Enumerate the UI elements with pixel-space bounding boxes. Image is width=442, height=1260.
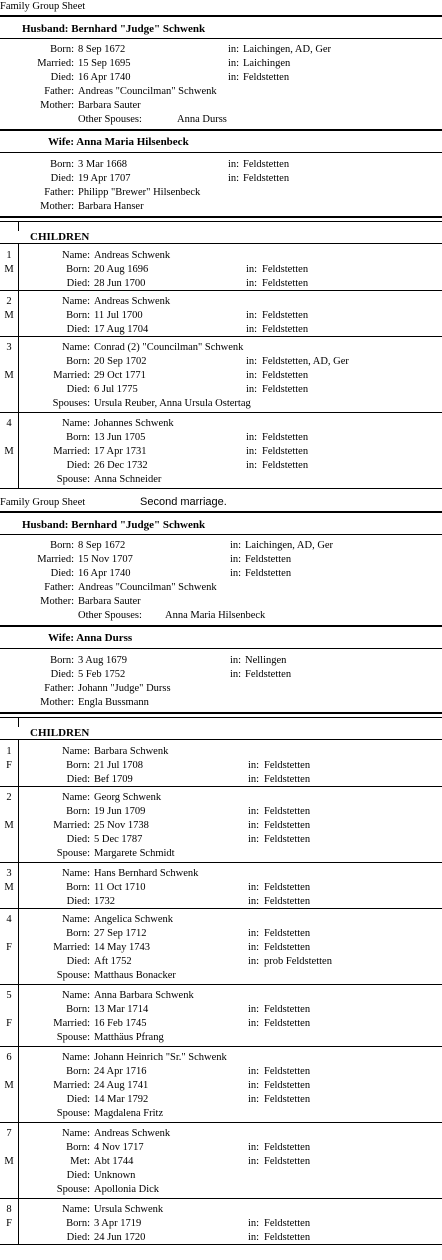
in-label: in: [246,324,258,335]
in-label: in: [248,760,260,771]
child-field-value: 14 Mar 1792 [94,1094,149,1105]
rule [0,786,442,787]
child-field-value: Matthäus Pfrang [94,1032,164,1043]
in-label: in: [248,1218,260,1229]
child-field-label: Died: [66,1232,90,1243]
child-field-label: Name: [62,1052,90,1063]
child-field-label: Met: [70,1156,90,1167]
child-field-label: Spouse: [56,474,90,485]
child-field-value: Ursula Reuber, Anna Ursula Ostertag [94,398,251,409]
child-field-label: Died: [66,1170,90,1181]
married-label: Married: [37,58,74,69]
child-field-value: 17 Apr 1731 [94,446,147,457]
child-field-value: 11 Oct 1710 [94,882,146,893]
other-spouses-value: Anna Durss [177,114,227,125]
rule [0,739,442,740]
child-field-value: Abt 1744 [94,1156,134,1167]
child-place: Feldstetten [264,1018,311,1029]
in-label: in: [228,173,240,184]
child-field-label: Spouse: [56,1032,90,1043]
husband-header [22,22,205,36]
child-sex: F [6,942,12,953]
child-place: Feldstetten [264,928,311,939]
husband-label: Husband: [22,23,69,35]
child-number: 8 [6,1204,12,1215]
child-field-label: Name: [62,1204,90,1215]
child-field-value: 27 Sep 1712 [94,928,147,939]
child-field-label: Born: [66,806,90,817]
child-number: 1 [6,250,12,261]
child-field-label: Name: [62,418,90,429]
rule [0,1198,442,1199]
died-label: Died: [50,72,74,83]
child-sex: M [4,1156,14,1167]
child-field-label: Married: [53,446,90,457]
child-field-value: Ursula Schwenk [94,1204,164,1215]
child-place: Feldstetten [264,1142,311,1153]
husband-born-place: Laichingen, AD, Ger [243,44,332,55]
child-place: Feldstetten [262,264,309,275]
born-label: Born: [50,159,74,170]
in-label: in: [246,264,258,275]
in-label: in: [246,384,258,395]
child-place: Feldstetten [262,310,309,321]
child-place: Feldstetten [264,834,311,845]
rule [0,984,442,985]
in-label: in: [230,655,242,666]
husband-father-value: Andreas "Councilman" Schwenk [78,582,217,593]
child-field-value: 3 Apr 1719 [94,1218,142,1229]
child-field-value: Andreas Schwenk [94,296,171,307]
in-label: in: [246,432,258,443]
husband-mother-value: Barbara Sauter [78,100,141,111]
children-header: CHILDREN [30,727,90,739]
child-sex: F [6,1218,12,1229]
born-label: Born: [50,655,74,666]
child-number: 3 [6,342,12,353]
rule [0,412,442,413]
child-field-value: Johann Heinrich "Sr." Schwenk [94,1052,227,1063]
in-label: in: [248,928,260,939]
child-field-label: Name: [62,296,90,307]
child-field-value: Matthaus Bonacker [94,970,176,981]
child-field-label: Born: [66,1004,90,1015]
father-label: Father: [44,683,74,694]
father-label: Father: [44,187,74,198]
child-place: Feldstetten [262,460,309,471]
sheet-title: Family Group Sheet [0,497,86,508]
in-label: in: [230,540,242,551]
in-label: in: [248,1066,260,1077]
mother-label: Mother: [40,596,74,607]
child-field-label: Born: [66,432,90,443]
in-label: in: [248,1232,260,1243]
child-place: Feldstetten [262,432,309,443]
wife-name: Anna Durss [76,632,133,644]
in-label: in: [228,44,240,55]
child-field-value: 28 Jun 1700 [94,278,146,289]
child-place: Feldstetten [262,446,309,457]
child-number: 7 [6,1128,12,1139]
child-field-value: 16 Feb 1745 [94,1018,147,1029]
rule [0,243,442,244]
husband-died-place: Feldstetten [245,568,292,579]
wife-header [48,631,132,645]
husband-name: Bernhard "Judge" Schwenk [71,519,206,531]
father-label: Father: [44,86,74,97]
child-field-value: Andreas Schwenk [94,250,171,261]
child-field-label: Died: [66,460,90,471]
married-label: Married: [37,554,74,565]
rule [0,862,442,863]
child-field-value: 4 Nov 1717 [94,1142,144,1153]
husband-born-value: 8 Sep 1672 [78,44,126,55]
child-sex: F [6,1018,12,1029]
child-field-label: Name: [62,868,90,879]
child-field-value: Margarete Schmidt [94,848,175,859]
child-sex: M [4,446,14,457]
child-field-value: 26 Dec 1732 [94,460,148,471]
child-place: Feldstetten [264,1232,311,1243]
child-number: 2 [6,792,12,803]
child-field-value: Apollonia Dick [94,1184,160,1195]
child-number: 5 [6,990,12,1001]
child-place: Feldstetten [264,1080,311,1091]
column-divider [18,221,19,231]
child-field-label: Married: [53,370,90,381]
child-field-value: Anna Barbara Schwenk [94,990,194,1001]
wife-born-place: Nellingen [245,655,287,666]
child-sex: M [4,310,14,321]
child-field-value: 25 Nov 1738 [94,820,149,831]
child-field-value: 24 Aug 1741 [94,1080,149,1091]
child-field-value: 6 Jul 1775 [94,384,138,395]
child-field-value: 13 Jun 1705 [94,432,146,443]
child-place: Feldstetten [264,1156,311,1167]
in-label: in: [228,159,240,170]
rule [0,1122,442,1123]
child-field-label: Died: [66,896,90,907]
heavy-rule [0,15,442,17]
in-label: in: [230,554,242,565]
rule [0,221,442,222]
child-sex: M [4,1080,14,1091]
in-label: in: [228,72,240,83]
child-field-label: Spouse: [56,1184,90,1195]
rule [0,488,442,489]
child-field-label: Married: [53,1080,90,1091]
child-place: Feldstetten [264,1218,311,1229]
wife-mother-value: Barbara Hanser [78,201,144,212]
child-place: Feldstetten [262,384,309,395]
husband-married-place: Feldstetten [245,554,292,565]
rule [0,1244,442,1245]
husband-married-value: 15 Sep 1695 [78,58,131,69]
child-place: Feldstetten [264,1094,311,1105]
heavy-rule [0,129,442,131]
child-field-label: Spouses: [52,398,90,409]
rule [0,717,442,718]
child-field-value: Johannes Schwenk [94,418,174,429]
child-field-label: Died: [66,324,90,335]
child-sex: M [4,882,14,893]
rule [0,908,442,909]
husband-mother-value: Barbara Sauter [78,596,141,607]
died-label: Died: [50,568,74,579]
child-field-value: 1732 [94,896,115,907]
in-label: in: [248,820,260,831]
child-place: Feldstetten [264,820,311,831]
wife-label: Wife: [48,136,75,148]
child-field-value: 29 Oct 1771 [94,370,146,381]
husband-died-value: 16 Apr 1740 [78,72,131,83]
in-label: in: [248,1080,260,1091]
sheet-title: Family Group Sheet [0,1,86,12]
child-field-value: 14 May 1743 [94,942,150,953]
in-label: in: [248,942,260,953]
in-label: in: [248,834,260,845]
child-field-label: Married: [53,820,90,831]
rule [0,38,442,39]
died-label: Died: [50,669,74,680]
mother-label: Mother: [40,697,74,708]
child-field-value: Conrad (2) "Councilman" Schwenk [94,342,244,353]
other-spouses-label: Other Spouses: [78,114,142,125]
rule [0,1046,442,1047]
in-label: in: [248,1018,260,1029]
husband-label: Husband: [22,519,69,531]
child-field-value: 24 Jun 1720 [94,1232,146,1243]
in-label: in: [248,882,260,893]
child-field-value: 24 Apr 1716 [94,1066,147,1077]
child-field-value: 11 Jul 1700 [94,310,143,321]
child-place: prob Feldstetten [264,956,332,967]
child-field-label: Married: [53,942,90,953]
rule [0,534,442,535]
child-field-label: Spouse: [56,1108,90,1119]
husband-born-value: 8 Sep 1672 [78,540,126,551]
child-number: 6 [6,1052,12,1063]
in-label: in: [230,568,242,579]
child-place: Feldstetten [264,774,311,785]
in-label: in: [246,460,258,471]
wife-father-value: Johann "Judge" Durss [78,683,171,694]
child-field-value: Angelica Schwenk [94,914,174,925]
in-label: in: [228,58,240,69]
child-field-value: 17 Aug 1704 [94,324,149,335]
child-number: 2 [6,296,12,307]
child-place: Feldstetten [264,882,311,893]
child-field-label: Died: [66,1094,90,1105]
child-field-value: Bef 1709 [94,774,133,785]
in-label: in: [248,1156,260,1167]
husband-died-place: Feldstetten [243,72,290,83]
child-field-label: Born: [66,928,90,939]
in-label: in: [248,1004,260,1015]
child-field-value: Unknown [94,1170,136,1181]
rule [0,290,442,291]
child-field-label: Name: [62,250,90,261]
child-field-label: Born: [66,760,90,771]
child-field-value: 13 Mar 1714 [94,1004,149,1015]
child-field-label: Died: [66,384,90,395]
child-field-label: Died: [66,956,90,967]
child-field-value: Andreas Schwenk [94,1128,171,1139]
sheet-note: Second marriage. [140,496,227,508]
in-label: in: [246,278,258,289]
child-sex: M [4,264,14,275]
child-place: Feldstetten [264,942,311,953]
born-label: Born: [50,540,74,551]
child-field-value: 21 Jul 1708 [94,760,144,771]
husband-born-place: Laichingen, AD, Ger [245,540,334,551]
husband-married-value: 15 Nov 1707 [78,554,133,565]
heavy-rule [0,216,442,218]
in-label: in: [248,896,260,907]
in-label: in: [248,1142,260,1153]
rule [0,336,442,337]
child-place: Feldstetten [264,760,311,771]
mother-label: Mother: [40,201,74,212]
child-field-label: Name: [62,342,90,353]
child-place: Feldstetten [264,1004,311,1015]
child-number: 4 [6,418,12,429]
heavy-rule [0,625,442,627]
child-place: Feldstetten [262,324,309,335]
child-place: Feldstetten [264,806,311,817]
child-field-value: 5 Dec 1787 [94,834,143,845]
child-sex: F [6,760,12,771]
husband-father-value: Andreas "Councilman" Schwenk [78,86,217,97]
child-field-label: Born: [66,264,90,275]
child-place: Feldstetten [264,896,311,907]
husband-header [22,518,205,532]
child-place: Feldstetten [264,1066,311,1077]
child-field-label: Born: [66,356,90,367]
rule [0,648,442,649]
child-place: Feldstetten [262,278,309,289]
husband-name: Bernhard "Judge" Schwenk [71,23,206,35]
child-field-value: Georg Schwenk [94,792,162,803]
wife-born-value: 3 Mar 1668 [78,159,127,170]
father-label: Father: [44,582,74,593]
wife-died-value: 5 Feb 1752 [78,669,126,680]
wife-died-place: Feldstetten [245,669,292,680]
children-header: CHILDREN [30,231,90,243]
child-sex: M [4,820,14,831]
child-field-label: Born: [66,310,90,321]
child-field-value: Aft 1752 [94,956,132,967]
child-field-label: Died: [66,278,90,289]
column-divider [18,717,19,727]
in-label: in: [230,669,242,680]
child-place: Feldstetten [262,370,309,381]
child-field-label: Died: [66,774,90,785]
child-number: 1 [6,746,12,757]
wife-header [48,135,189,149]
child-field-value: Hans Bernhard Schwenk [94,868,199,879]
other-spouses-value: Anna Maria Hilsenbeck [165,610,266,621]
child-number: 3 [6,868,12,879]
wife-father-value: Philipp "Brewer" Hilsenbeck [78,187,201,198]
child-field-value: Magdalena Fritz [94,1108,164,1119]
child-field-label: Born: [66,1066,90,1077]
child-field-value: 20 Aug 1696 [94,264,149,275]
child-field-label: Name: [62,914,90,925]
child-field-label: Born: [66,1218,90,1229]
child-field-label: Name: [62,746,90,757]
in-label: in: [246,310,258,321]
child-field-label: Married: [53,1018,90,1029]
child-field-value: 19 Jun 1709 [94,806,146,817]
mother-label: Mother: [40,100,74,111]
wife-died-place: Feldstetten [243,173,290,184]
in-label: in: [246,446,258,457]
child-field-label: Name: [62,792,90,803]
child-field-label: Name: [62,1128,90,1139]
wife-born-value: 3 Aug 1679 [78,655,128,666]
heavy-rule [0,511,442,513]
child-place: Feldstetten, AD, Ger [262,356,349,367]
child-field-label: Spouse: [56,848,90,859]
in-label: in: [248,774,260,785]
in-label: in: [248,806,260,817]
child-field-value: 20 Sep 1702 [94,356,147,367]
husband-died-value: 16 Apr 1740 [78,568,131,579]
in-label: in: [246,356,258,367]
child-sex: M [4,370,14,381]
child-field-value: Barbara Schwenk [94,746,169,757]
child-field-label: Spouse: [56,970,90,981]
in-label: in: [246,370,258,381]
heavy-rule [0,712,442,714]
rule [0,152,442,153]
child-field-label: Born: [66,1142,90,1153]
child-field-value: Anna Schneider [94,474,162,485]
wife-label: Wife: [48,632,75,644]
wife-mother-value: Engla Bussmann [78,697,149,708]
child-field-label: Died: [66,834,90,845]
wife-died-value: 19 Apr 1707 [78,173,131,184]
died-label: Died: [50,173,74,184]
born-label: Born: [50,44,74,55]
husband-married-place: Laichingen [243,58,291,69]
child-field-label: Name: [62,990,90,1001]
child-field-label: Born: [66,882,90,893]
in-label: in: [248,956,260,967]
other-spouses-label: Other Spouses: [78,610,142,621]
wife-name: Anna Maria Hilsenbeck [76,136,189,148]
wife-born-place: Feldstetten [243,159,290,170]
child-number: 4 [6,914,12,925]
in-label: in: [248,1094,260,1105]
